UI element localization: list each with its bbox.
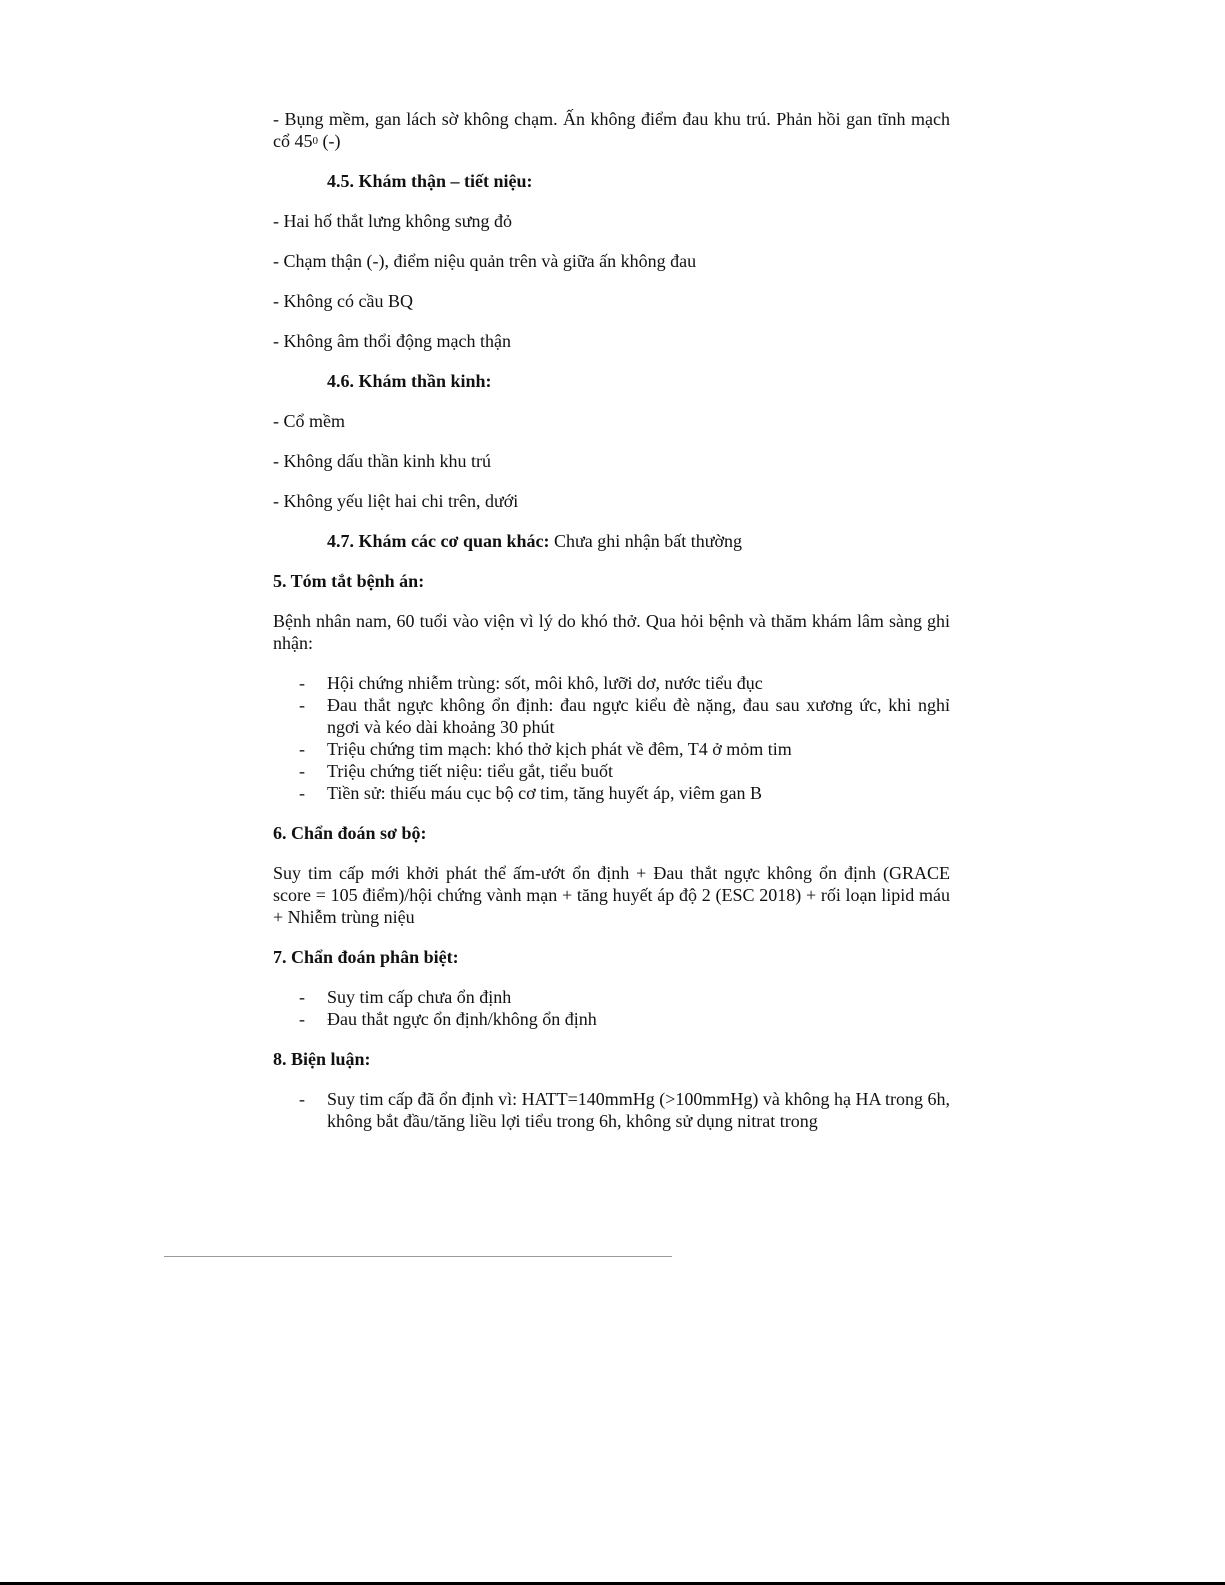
- abdomen-exam-paragraph: [273, 108, 950, 152]
- summary-intro: Bệnh nhân nam, 60 tuổi vào viện vì lý do khó thở. Qua hỏi bệnh và thăm khám lâm sàng ghi nhận:: [273, 611, 950, 653]
- neuro-exam-item: - Không yếu liệt hai chi trên, dưới: [273, 491, 519, 511]
- page-divider: [164, 1256, 672, 1257]
- list-item: - Hội chứng nhiễm trùng: sốt, môi khô, lưỡi dơ, nước tiểu đục: [299, 673, 763, 693]
- list-item: - Tiền sử: thiếu máu cục bộ cơ tim, tăng huyết áp, viêm gan B: [299, 783, 763, 803]
- list-item: - Triệu chứng tim mạch: khó thở kịch phát về đêm, T4 ở mỏm tim: [299, 739, 792, 759]
- kidney-exam-item: - Hai hố thắt lưng không sưng đỏ: [273, 211, 512, 231]
- kidney-exam-item: - Chạm thận (-), điểm niệu quản trên và giữa ấn không đau: [273, 251, 697, 271]
- list-item: - Đau thắt ngực ổn định/không ổn định: [299, 1009, 597, 1029]
- other-organs-text: Chưa ghi nhận bất thường: [549, 531, 742, 551]
- list-item: - Triệu chứng tiết niệu: tiểu gắt, tiểu buốt: [299, 761, 614, 781]
- abdomen-exam-text: - Bụng mềm, gan lách sờ không chạm. Ấn không điểm đau khu trú. Phản hồi gan tĩnh mạch cổ 45: [273, 109, 950, 151]
- neuro-exam-item: - Không dấu thần kinh khu trú: [273, 451, 491, 471]
- section-5-heading: 5. Tóm tắt bệnh án:: [273, 571, 425, 591]
- neuro-exam-item: - Cổ mềm: [273, 411, 345, 431]
- section-4-6-heading: 4.6. Khám thần kinh:: [327, 371, 492, 391]
- section-4-5-heading: 4.5. Khám thận – tiết niệu:: [327, 171, 533, 191]
- summary-list: [273, 672, 950, 804]
- section-6-heading: 6. Chẩn đoán sơ bộ:: [273, 823, 427, 843]
- list-item: - Suy tim cấp đã ổn định vì: HATT=140mmHg (>100mmHg) và không hạ HA trong 6h, không bắt đầu/tăng liều lợi tiểu trong 6h, không sử dụng nitrat trong: [299, 1089, 950, 1131]
- discussion-list: [273, 1088, 950, 1132]
- preliminary-diagnosis: Suy tim cấp mới khởi phát thể ấm-ướt ổn định + Đau thắt ngực không ổn định (GRACE score = 105 điểm)/hội chứng vành mạn + tăng huyết áp độ 2 (ESC 2018) + rối loạn lipid máu + Nhiễm trùng niệu: [273, 863, 950, 927]
- kidney-exam-item: - Không âm thổi động mạch thận: [273, 331, 511, 351]
- differential-list: [273, 986, 950, 1030]
- section-4-7-heading: 4.7. Khám các cơ quan khác: Chưa ghi nhận bất thường: [327, 531, 742, 551]
- document-page: [273, 108, 950, 1150]
- abdomen-exam-text-end: (-): [318, 131, 341, 151]
- kidney-exam-item: - Không có cầu BQ: [273, 291, 413, 311]
- section-8-heading: 8. Biện luận:: [273, 1049, 371, 1069]
- list-item: - Suy tim cấp chưa ổn định: [299, 987, 512, 1007]
- list-item: - Đau thắt ngực không ổn định: đau ngực kiểu đè nặng, đau sau xương ức, khi nghỉ ngơi và kéo dài khoảng 30 phút: [299, 695, 950, 737]
- section-7-heading: 7. Chẩn đoán phân biệt:: [273, 947, 459, 967]
- degree-superscript: 0: [312, 135, 318, 147]
